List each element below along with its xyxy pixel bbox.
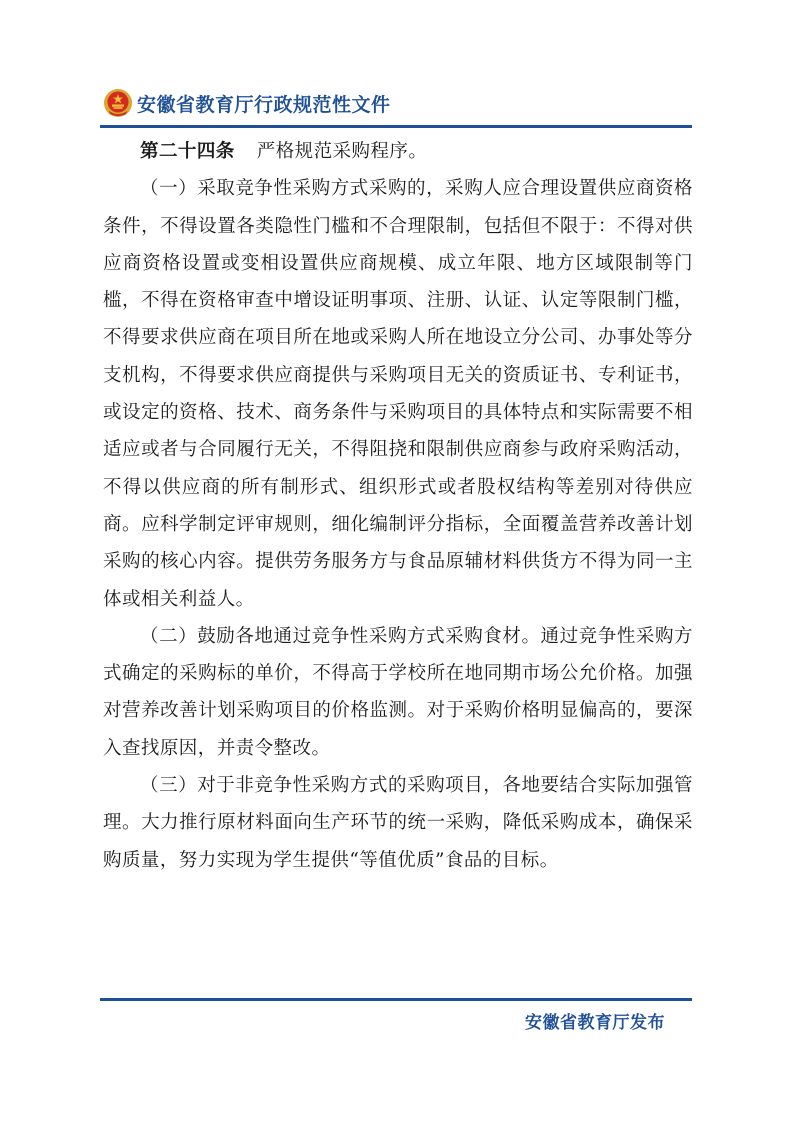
article-heading-line [103,133,693,170]
document-body [103,133,693,879]
paragraph-1: （一）采取竞争性采购方式采购的，采购人应合理设置供应商资格条件，不得设置各类隐性门槛和不合理限制，包括但不限于：不得对供应商资格设置或变相设置供应商规模、成立年限、地方区域限制等门槛，不得在资格审查中增设证明事项、注册、认证、认定等限制门槛，不得要求供应商在项目所在地或采购人所在地设立分公司、办事处等分支机构，不得要求供应商提供与采购项目无关的资质证书、专利证书，或设定的资格、技术、商务条件与采购项目的具体特点和实际需要不相适应或者与合同履行无关，不得阻挠和限制供应商参与政府采购活动，不得以供应商的所有制形式、组织形式或者股权结构等差别对待供应商。应科学制定评审规则，细化编制评分指标，全面覆盖营养改善计划采购的核心内容。提供劳务服务方与食品原辅材料供货方不得为同一主体或相关利益人。 [103,178,693,610]
footer-divider [100,998,692,1001]
header-divider [100,125,692,128]
footer-publisher: 安徽省教育厅发布 [525,1013,665,1033]
article-heading: 严格规范采购程序。 [256,141,428,162]
header-title: 安徽省教育厅行政规范性文件 [137,93,391,116]
national-emblem-icon [103,88,133,118]
paragraph-2: （二）鼓励各地通过竞争性采购方式采购食材。通过竞争性采购方式确定的采购标的单价，不得高于学校所在地同期市场公允价格。加强对营养改善计划采购项目的价格监测。对于采购价格明显偏高的，要深入查找原因，并责令整改。 [103,625,693,759]
document-header [103,86,391,120]
paragraph-3: （三）对于非竞争性采购方式的采购项目，各地要结合实际加强管理。大力推行原材料面向生产环节的统一采购，降低采购成本，确保采购质量，努力实现为学生提供“等值优质”食品的目标。 [103,775,693,871]
article-label: 第二十四条 [140,141,235,162]
